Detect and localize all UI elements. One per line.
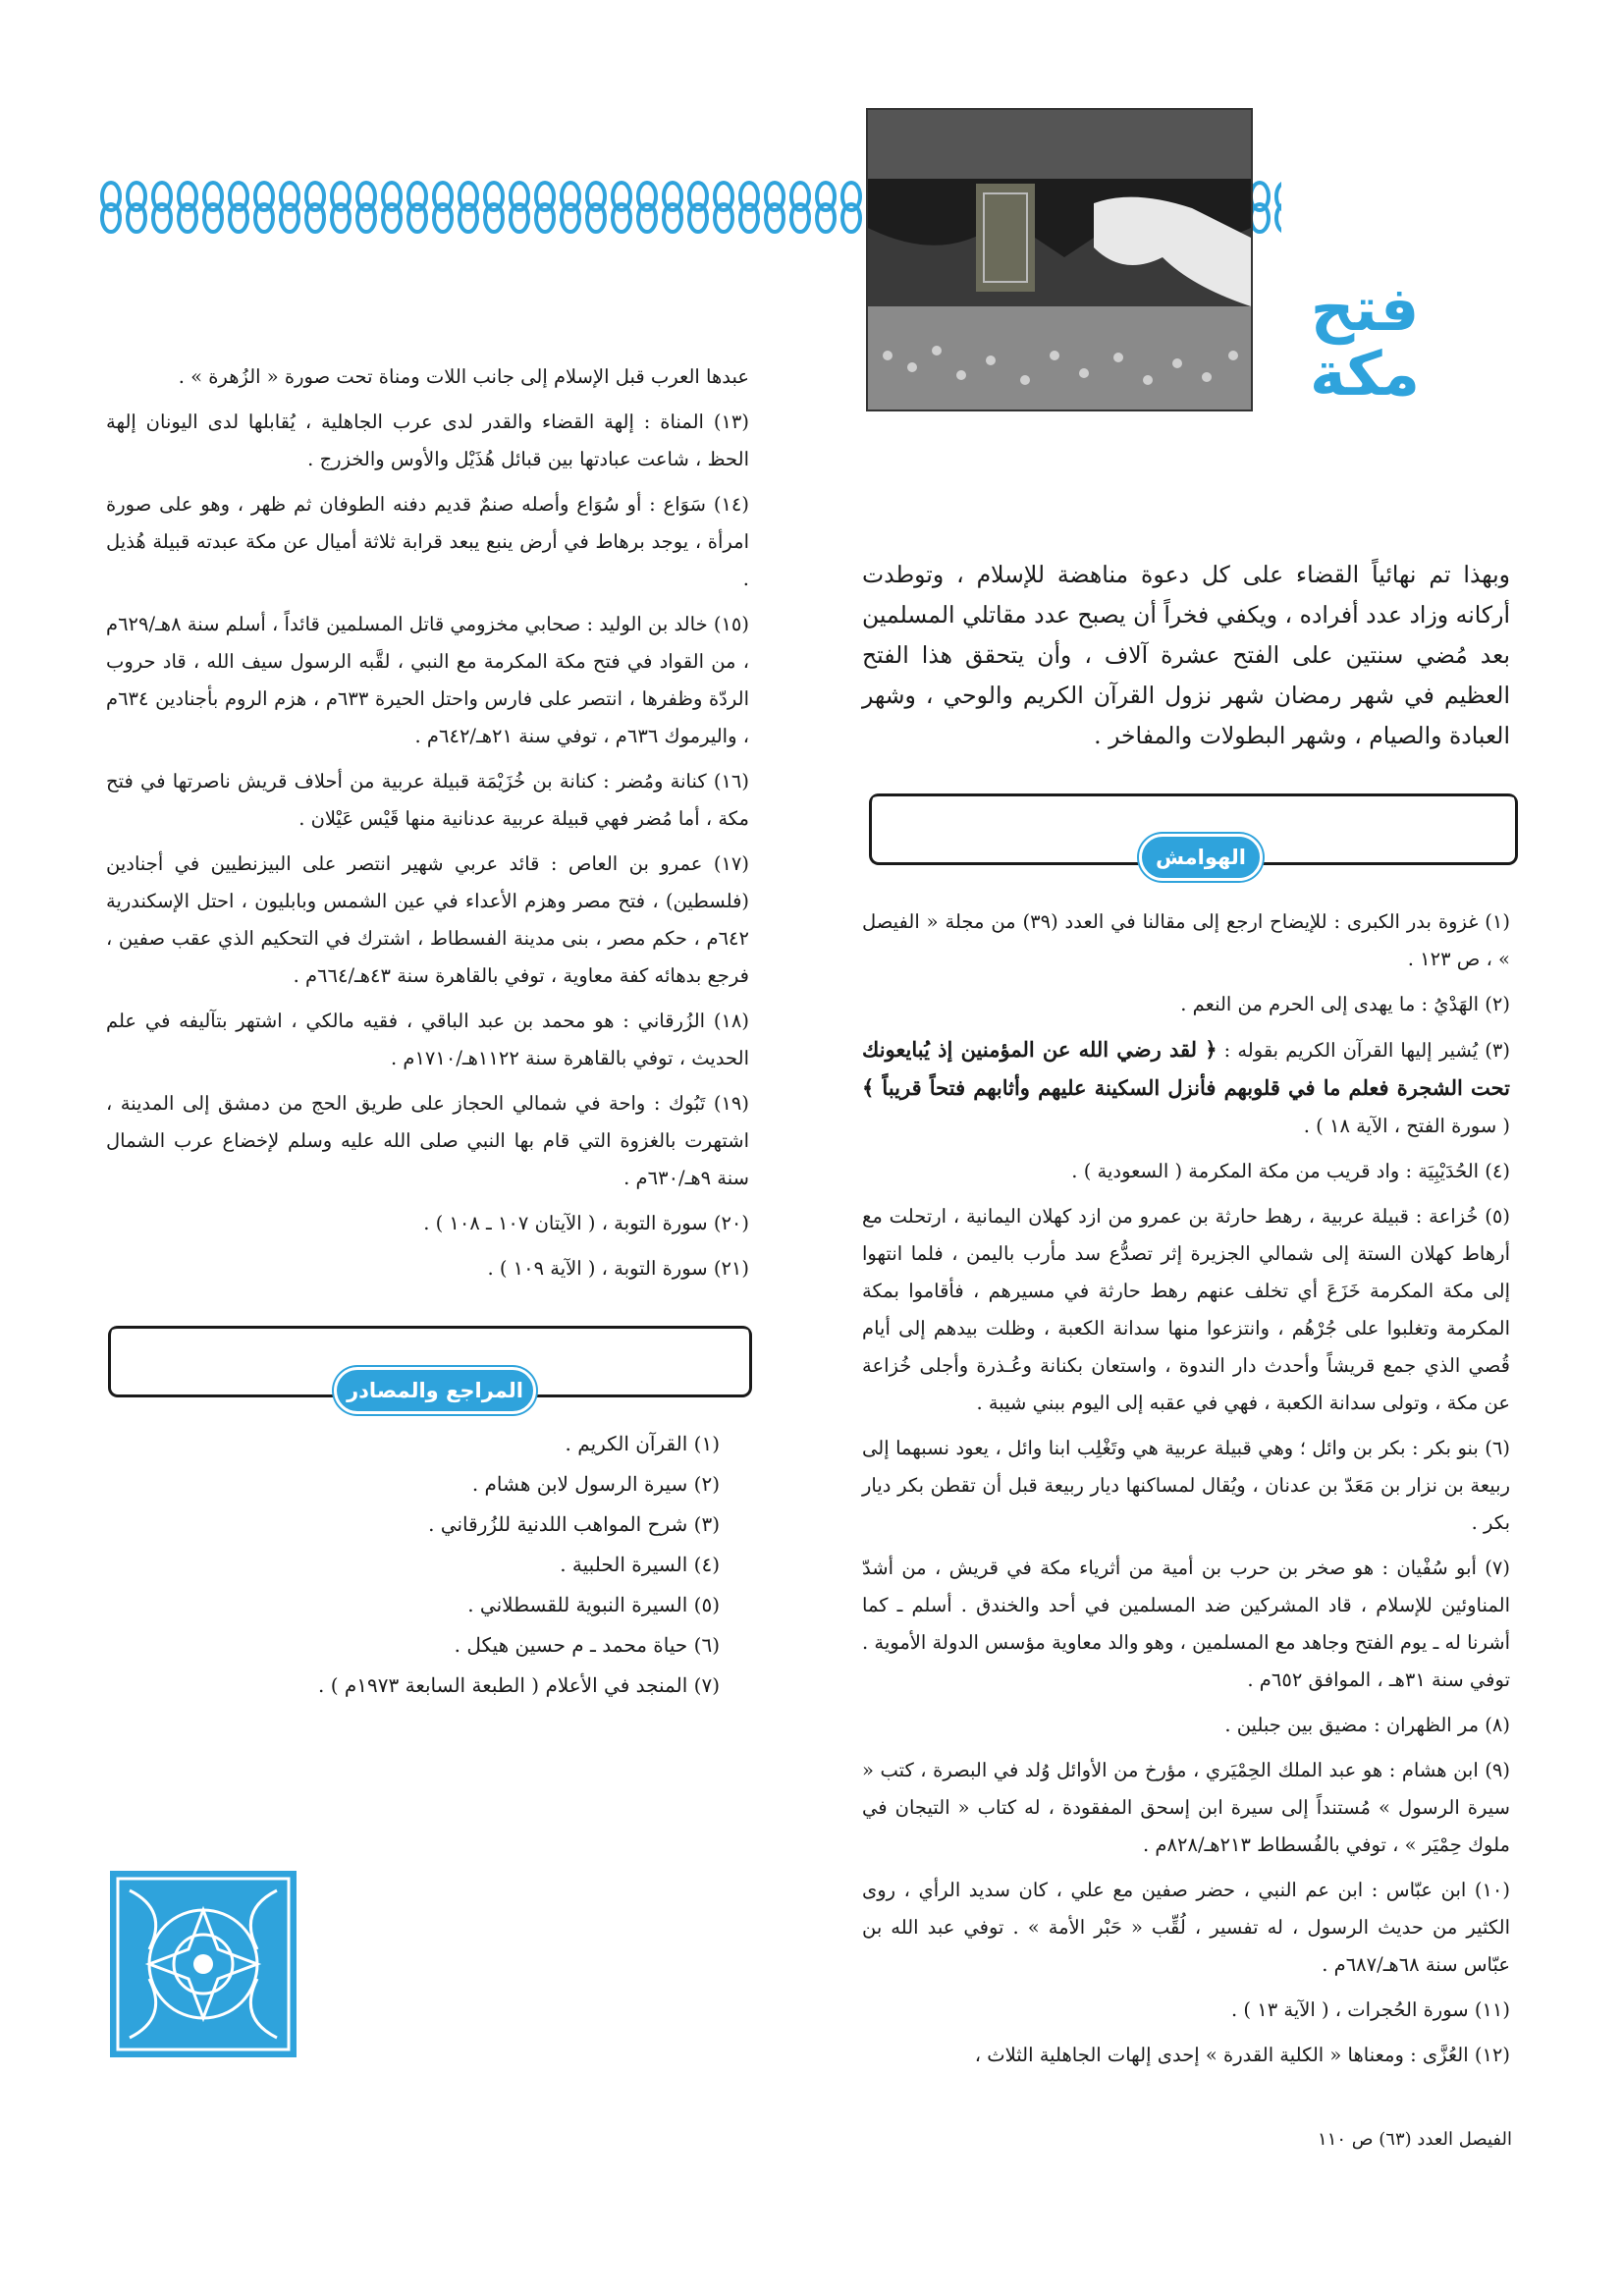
notes-right-column — [862, 903, 1510, 2082]
ref-item: (٦) حياة محمد ـ م حسين هيكل . — [454, 1633, 720, 1657]
references-list — [106, 1424, 749, 1706]
note-12: (١٢) العُزَّى : ومعناها « الكلية القدرة » إحدى إلهات الجاهلية الثلاث ، — [974, 2044, 1510, 2066]
note-11: (١١) سورة الحُجرات ، ( الآية ١٣ ) . — [1231, 1998, 1510, 2021]
title-line-1: فتح — [1310, 273, 1420, 345]
ref-item: (٧) المنجد في الأعلام ( الطبعة السابعة ١٩٧٣م ) . — [318, 1673, 720, 1697]
note-16: (١٦) كنانة ومُضر : كنانة بن خُزَيْمَة قبيلة عربية من أحلاف قريش ناصرتها في فتح مكة ، أما مُضر فهي قبيلة عربية عدنانية منها قَيْس عَيْلان . — [106, 770, 749, 830]
note-21: (٢١) سورة التوبة ، ( الآية ١٠٩ ) . — [487, 1257, 749, 1280]
note-4: (٤) الحُدَيْبِيَة : واد قريب من مكة المكرمة ( السعودية ) . — [1071, 1160, 1510, 1182]
note-9: (٩) ابن هشام : هو عبد الملك الحِمْيَري ، مؤرخ من الأوائل وُلد في البصرة ، كتب « سيرة الرسول » مُستنداً إلى سيرة ابن إسحق المفقودة ، له كتاب « التيجان في ملوك حِمْيَر » ، توفي بالفُسطاط ٢١٣هـ/٨٢٨م . — [862, 1759, 1510, 1856]
note-10: (١٠) ابن عبّاس : ابن عم النبي ، حضر صفين مع علي ، كان سديد الرأي ، روى الكثير من حديث الرسول ، له تفسير ، لُقِّب « حَبْر الأمة » . توفي عبد الله بن عبّاس سنة ٦٨هـ/٦٨٧م . — [862, 1879, 1510, 1976]
quran-source: ( سورة الفتح ، الآية ١٨ ) . — [1303, 1115, 1510, 1137]
quran-quote: ﴿ لقد رضي الله عن المؤمنين إذ يُبايعونك تحت الشجرة فعلم ما في قلوبهم فأنزل السكينة عليهم وأثابهم فتحاً قريباً ﴾ — [862, 1037, 1510, 1100]
kaaba-photo — [866, 108, 1253, 411]
ref-item: (٤) السيرة الحلبية . — [560, 1553, 720, 1576]
note-8: (٨) مر الظهران : مضيق بين جبلين . — [1224, 1714, 1510, 1736]
note-12-cont: عبدها العرب قبل الإسلام إلى جانب اللات ومناة تحت صورة « الزُهرة » . — [178, 365, 749, 388]
note-5: (٥) خُزاعة : قبيلة عربية ، رهط حارثة بن عمرو من ازد كهلان اليمانية ، ارتحلت مع أرهاط كهلان الستة إلى شمالي الجزيرة إثر تصدُّع سد مأرب باليمن ، فلما انتهوا إلى مكة المكرمة خَزَعَ أي تخلف عنهم رهط حارثة في مسيرهم ، فأقاموا بمكة المكرمة وتغلبوا على جُرْهُم ، وانتزعوا منها سدانة الكعبة ، وظلت بيدهم إلى أيام قُصي الذي جمع قريشاً وأحدث دار الندوة ، واستعان بكنانة وعُـذرة وأجلى خُزاعة عن مكة ، وتولى سدانة الكعبة ، فهي في عقبه إلى اليوم ببني شيبة . — [862, 1205, 1510, 1414]
ref-item: (٢) سيرة الرسول لابن هشام . — [471, 1472, 720, 1496]
intro-paragraph: وبهذا تم نهائياً القضاء على كل دعوة مناهضة للإسلام ، وتوطدت أركانه وزاد عدد أفراده ، ويكفي فخراً أن يصبح عدد مقاتلي المسلمين بعد مُضي سنتين على الفتح عشرة آلاف ، وأن يتحقق هذا الفتح العظيم في شهر رمضان شهر نزول القرآن الكريم والوحي ، وشهر العبادة والصيام ، وشهر البطولات والمفاخر . — [862, 561, 1510, 749]
note-20: (٢٠) سورة التوبة ، ( الآيتان ١٠٧ ـ ١٠٨ ) . — [423, 1212, 749, 1234]
page-footer: الفيصل العدد (٦٣) ص ١١٠ — [1318, 2129, 1512, 2150]
note-6: (٦) بنو بكر : بكر بن وائل ؛ وهي قبيلة عربية هي وتَغْلِب ابنا وائل ، يعود نسبهما إلى ربيعة بن نزار بن مَعَدّ بن عدنان ، ويُقال لمساكنها ديار ربيعة قبل أن تقطن بكر ديار بكر . — [862, 1437, 1510, 1534]
article-title — [1267, 273, 1463, 410]
note-1: (١) غزوة بدر الكبرى : للإيضاح ارجع إلى مقالنا في العدد (٣٩) من مجلة « الفيصل » ، ص ١٢٣ . — [862, 910, 1510, 970]
note-19: (١٩) تَبُوك : واحة في شمالي الحجاز على طريق الحج من دمشق إلى المدينة ، اشتهرت بالغزوة التي قام بها النبي صلى الله عليه وسلم لإخضاع عرب الشمال سنة ٩هـ/٦٣٠م . — [106, 1092, 749, 1189]
note-13: (١٣) المناة : إلهة القضاء والقدر لدى عرب الجاهلية ، يُقابلها لدى اليونان إلهة الحظ ، شاعت عبادتها بين قبائل هُذَيْل والأوس والخزرج . — [106, 410, 749, 470]
notes-heading: الهوامش — [1139, 834, 1263, 881]
ref-item: (٥) السيرة النبوية للقسطلاني . — [467, 1593, 720, 1616]
ref-item: (٣) شرح المواهب اللدنية للزُرقاني . — [428, 1512, 720, 1536]
ref-item: (١) القرآن الكريم . — [565, 1432, 720, 1455]
note-18: (١٨) الزُرقاني : هو محمد بن عبد الباقي ، فقيه مالكي ، اشتهر بتآليفه في علم الحديث ، توفي بالقاهرة سنة ١١٢٢هـ/١٧١٠م . — [106, 1010, 749, 1069]
note-7: (٧) أبو سُفْيان : هو صخر بن حرب بن أمية من أثرياء مكة في قريش ، من أشدّ المناوئين للإسلام ، قاد المشركين ضد المسلمين في أحد والخندق . أسلم ـ كما أشرنا له ـ يوم الفتح وجاهد مع المسلمين ، وهو والد معاوية مؤسس الدولة الأموية . توفي سنة ٣١هـ ، الموافق ٦٥٢م . — [862, 1557, 1510, 1691]
note-2: (٢) الهَدْيُ : ما يهدى إلى الحرم من النعم . — [1180, 993, 1510, 1015]
note-14: (١٤) سَوَاع : أو سُوَاع وأصله صنمٌ قديم دفنه الطوفان ثم ظهر ، وهو على صورة امرأة ، يوجد برهاط في أرض ينبع يبعد قرابة ثلاثة أميال عن مكة عبدته قبيلة هُذيل . — [106, 493, 749, 590]
title-line-2: مكة — [1309, 338, 1421, 410]
note-15: (١٥) خالد بن الوليد : صحابي مخزومي قاتل المسلمين قائداً ، أسلم سنة ٨هـ/٦٢٩م ، من القواد في فتح مكة المكرمة مع النبي ، لقَّبه الرسول سيف الله ، قاد حروب الردّة وظفرها ، انتصر على فارس واحتل الحيرة ٦٣٣م ، هزم الروم بأجنادين ٦٣٤م ، واليرموك ٦٣٦م ، توفي سنة ٢١هـ/٦٤٢م . — [106, 613, 749, 747]
note-3-text: (٣) يُشير إليها القرآن الكريم بقوله : — [1223, 1039, 1510, 1062]
note-3 — [862, 1031, 1510, 1145]
note-17: (١٧) عمرو بن العاص : قائد عربي شهير انتصر على البيزنطيين في أجنادين (فلسطين) ، فتح مصر وهزم الأعداء في عين الشمس وبابليون ، احتل الإسكندرية ٦٤٢م ، حكم مصر ، بنى مدينة الفسطاط ، اشترك في التحكيم الذي عقب صفين ، فرجع بدهائه كفة معاوية ، توفي بالقاهرة سنة ٤٣هـ/٦٦٤م . — [106, 852, 749, 987]
notes-left-column — [106, 358, 749, 1295]
decorative-tile — [110, 1871, 297, 2057]
refs-heading: المراجع والمصادر — [334, 1367, 536, 1414]
